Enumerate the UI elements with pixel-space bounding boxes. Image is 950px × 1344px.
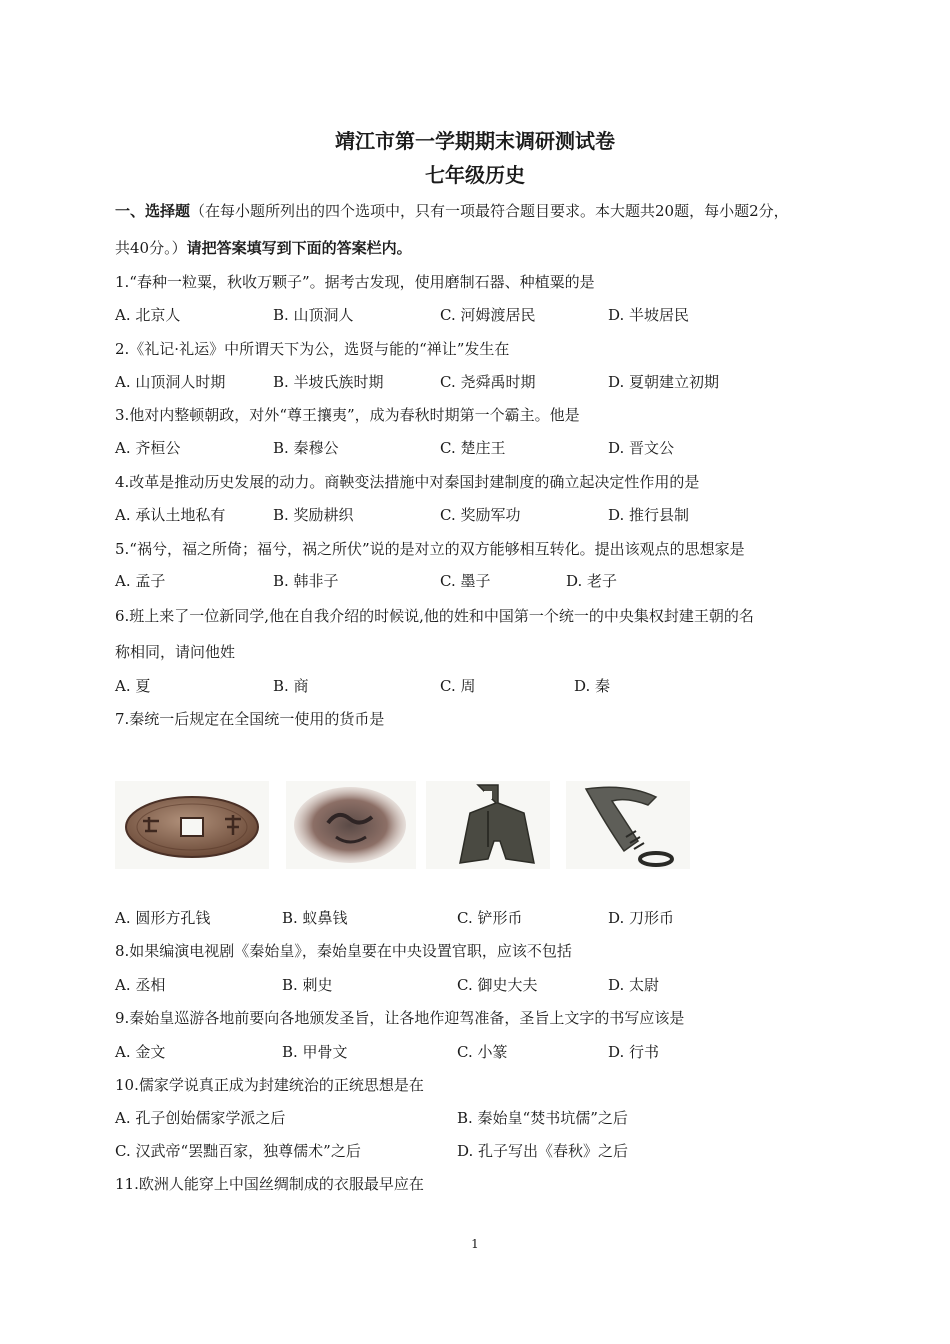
- section-instruction-text: （在每小题所列出的四个选项中，只有一项最符合题目要求。本大题共20题，每小题2分，: [190, 202, 789, 220]
- section-instruction-score: 共40分。）: [115, 239, 187, 257]
- question-10-option-d: D. 孔子写出《春秋》之后: [457, 1142, 629, 1160]
- question-6-stem: 6.班上来了一位新同学,他在自我介绍的时候说,他的姓和中国第一个统一的中央集权封建王朝的名: [115, 607, 754, 625]
- question-11-stem: 11.欧洲人能穿上中国丝绸制成的衣服最早应在: [115, 1175, 424, 1193]
- ant-nose-coin-image: [286, 781, 416, 869]
- question-7-option-c: C. 铲形币: [457, 909, 523, 927]
- question-7-option-b: B. 蚁鼻钱: [282, 909, 348, 927]
- section-heading: 一、选择题: [115, 202, 191, 220]
- question-4-stem: 4.改革是推动历史发展的动力。商鞅变法措施中对秦国封建制度的确立起决定性作用的是: [115, 473, 700, 491]
- question-2-option-b: B. 半坡氏族时期: [273, 373, 384, 391]
- question-5-option-c: C. 墨子: [440, 572, 491, 590]
- section-instruction-answer-note: 请把答案填写到下面的答案栏内。: [186, 239, 412, 257]
- question-4-option-d: D. 推行县制: [608, 506, 690, 524]
- question-9-option-c: C. 小篆: [457, 1043, 508, 1061]
- question-3-stem: 3.他对内整顿朝政，对外“尊王攘夷”，成为春秋时期第一个霸主。他是: [115, 406, 580, 424]
- question-3-option-b: B. 秦穆公: [273, 439, 339, 457]
- question-4-option-c: C. 奖励军功: [440, 506, 521, 524]
- question-1-option-b: B. 山顶洞人: [273, 306, 354, 324]
- question-7-option-d: D. 刀形币: [608, 909, 675, 927]
- question-8-option-b: B. 刺史: [282, 976, 333, 994]
- spade-coin-image: [426, 781, 550, 869]
- question-5-option-b: B. 韩非子: [273, 572, 339, 590]
- question-8-stem: 8.如果编演电视剧《秦始皇》，秦始皇要在中央设置官职，应该不包括: [115, 942, 572, 960]
- question-8-option-d: D. 太尉: [608, 976, 660, 994]
- question-5-option-a: A. 孟子: [115, 572, 166, 590]
- question-9-stem: 9.秦始皇巡游各地前要向各地颁发圣旨，让各地作迎驾准备，圣旨上文字的书写应该是: [115, 1009, 685, 1027]
- question-6-option-b: B. 商: [273, 677, 309, 695]
- section-instruction: [115, 200, 789, 221]
- question-10-option-c: C. 汉武帝“罢黜百家，独尊儒术”之后: [115, 1142, 361, 1160]
- question-5-stem: 5.“祸兮，福之所倚；福兮，祸之所伏”说的是对立的双方能够相互转化。提出该观点的思想家是: [115, 540, 745, 558]
- question-9-option-b: B. 甲骨文: [282, 1043, 348, 1061]
- exam-subtitle: 七年级历史: [425, 163, 525, 187]
- question-3-option-a: A. 齐桓公: [115, 439, 181, 457]
- exam-title: 靖江市第一学期期末调研测试卷: [335, 129, 615, 153]
- round-square-hole-coin-image: [115, 781, 269, 869]
- question-9-option-a: A. 金文: [115, 1043, 166, 1061]
- question-10-option-b: B. 秦始皇“焚书坑儒”之后: [457, 1109, 628, 1127]
- question-2-option-c: C. 尧舜禹时期: [440, 373, 536, 391]
- question-6-option-d: D. 秦: [574, 677, 611, 695]
- section-instruction-line2: [115, 237, 412, 258]
- question-2-stem: 2.《礼记·礼运》中所谓天下为公，选贤与能的“禅让”发生在: [115, 340, 510, 358]
- question-9-option-d: D. 行书: [608, 1043, 660, 1061]
- question-10-stem: 10.儒家学说真正成为封建统治的正统思想是在: [115, 1076, 424, 1094]
- question-8-option-c: C. 御史大夫: [457, 976, 538, 994]
- knife-coin-image: [566, 781, 690, 869]
- question-6-option-c: C. 周: [440, 677, 476, 695]
- page-number: 1: [471, 1237, 479, 1251]
- question-2-option-d: D. 夏朝建立初期: [608, 373, 720, 391]
- question-6-option-a: A. 夏: [115, 677, 151, 695]
- question-2-option-a: A. 山顶洞人时期: [115, 373, 226, 391]
- question-5-option-d: D. 老子: [566, 572, 618, 590]
- question-10-option-a: A. 孔子创始儒家学派之后: [115, 1109, 286, 1127]
- question-3-option-c: C. 楚庄王: [440, 439, 506, 457]
- question-1-option-d: D. 半坡居民: [608, 306, 690, 324]
- question-8-option-a: A. 丞相: [115, 976, 166, 994]
- question-1-option-c: C. 河姆渡居民: [440, 306, 536, 324]
- question-7-stem: 7.秦统一后规定在全国统一使用的货币是: [115, 710, 385, 728]
- question-4-option-a: A. 承认土地私有: [115, 506, 226, 524]
- question-7-option-a: A. 圆形方孔钱: [115, 909, 211, 927]
- question-6-stem-cont: 称相同，请问他姓: [115, 643, 236, 661]
- question-1-stem: 1.“春种一粒粟，秋收万颗子”。据考古发现，使用磨制石器、种植粟的是: [115, 273, 595, 291]
- question-4-option-b: B. 奖励耕织: [273, 506, 354, 524]
- question-3-option-d: D. 晋文公: [608, 439, 675, 457]
- question-1-option-a: A. 北京人: [115, 306, 181, 324]
